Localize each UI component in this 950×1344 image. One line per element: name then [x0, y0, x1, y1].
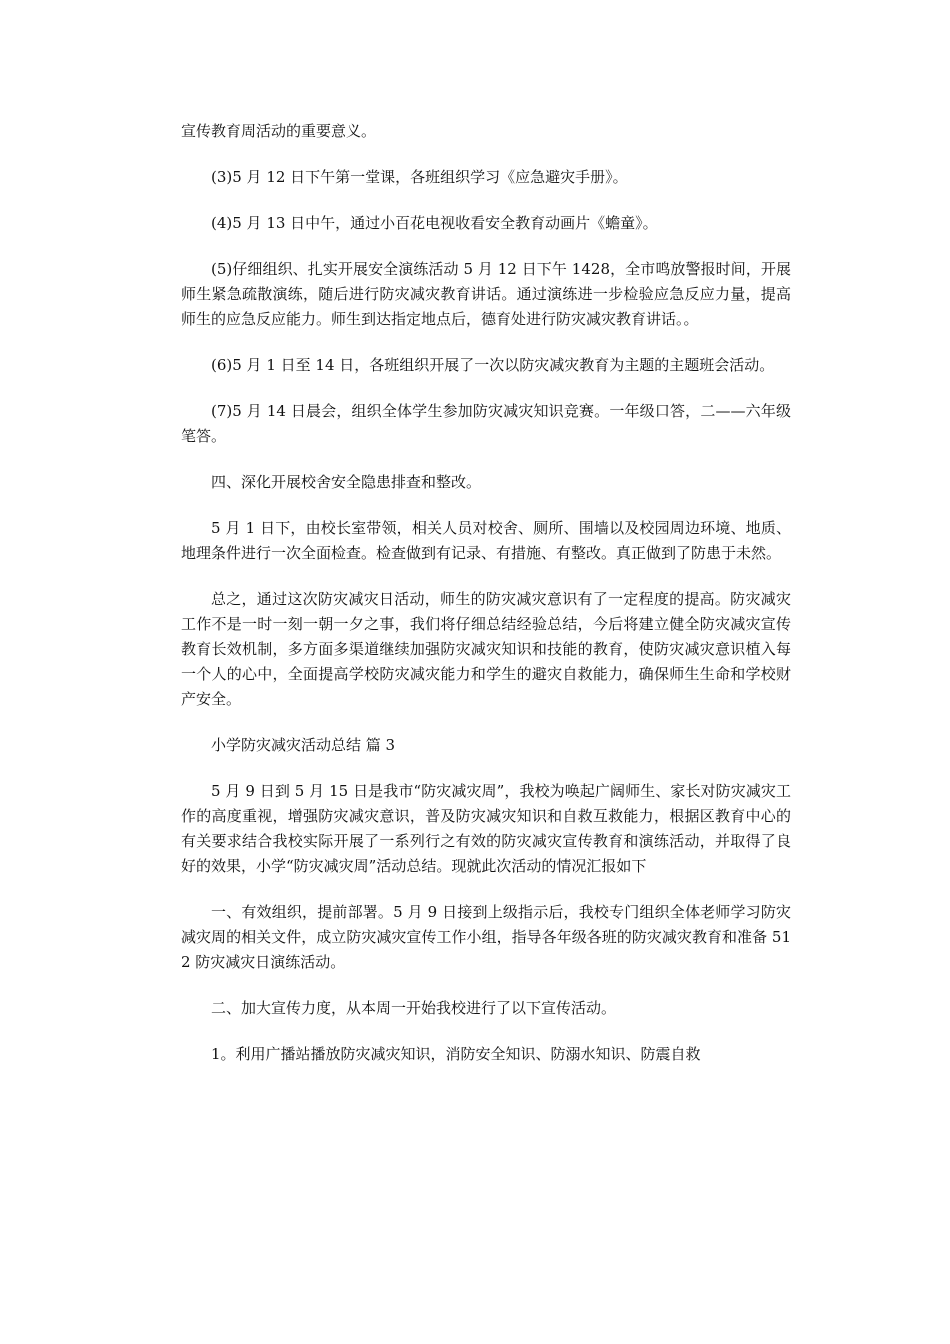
paragraph-inspection: 5 月 1 日下，由校长室带领，相关人员对校舍、厕所、围墙以及校园周边环境、地质、地理条件进行一次全面检查。检查做到有记录、有措施、有整改。真正做到了防患于未然。 [181, 519, 791, 562]
paragraph-continuation: 宣传教育周活动的重要意义。 [181, 122, 377, 140]
section-heading-4: 四、深化开展校舍安全隐患排查和整改。 [211, 473, 482, 491]
paragraph-organization: 一、有效组织，提前部署。5 月 9 日接到上级指示后，我校专门组织全体老师学习防灾减灾周的相关文件，成立防灾减灾宣传工作小组，指导各年级各班的防灾减灾教育和准备 512 防灾减灾日演练活动。 [181, 903, 791, 971]
document-body [181, 119, 791, 1088]
paragraph-broadcast: 1。利用广播站播放防灾减灾知识，消防安全知识、防溺水知识、防震自救 [211, 1045, 701, 1063]
paragraph-conclusion: 总之，通过这次防灾减灾日活动，师生的防灾减灾意识有了一定程度的提高。防灾减灾工作不是一时一刻一朝一夕之事，我们将仔细总结经验总结，今后将建立健全防灾减灾宣传教育长效机制，多方面多渠道继续加强防灾减灾知识和技能的教育，使防灾减灾意识植入每一个人的心中，全面提高学校防灾减灾能力和学生的避灾自救能力，确保师生生命和学校财产安全。 [181, 590, 791, 708]
paragraph-item-5: (5)仔细组织、扎实开展安全演练活动 5 月 12 日下午 1428，全市鸣放警报时间，开展师生紧急疏散演练，随后进行防灾减灾教育讲话。通过演练进一步检验应急反应力量，提高师生的应急反应能力。师生到达指定地点后，德育处进行防灾减灾教育讲话。。 [181, 260, 791, 328]
article-title: 小学防灾减灾活动总结 篇 3 [211, 736, 396, 754]
paragraph-intro: 5 月 9 日到 5 月 15 日是我市“防灾减灾周”，我校为唤起广阔师生、家长对防灾减灾工作的高度重视，增强防灾减灾意识，普及防灾减灾知识和自救互救能力，根据区教育中心的有关要求结合我校实际开展了一系列行之有效的防灾减灾宣传教育和演练活动，并取得了良好的效果，小学“防灾减灾周”活动总结。现就此次活动的情况汇报如下 [181, 782, 791, 875]
section-heading-2: 二、加大宣传力度，从本周一开始我校进行了以下宣传活动。 [211, 999, 617, 1017]
paragraph-item-4: (4)5 月 13 日中午，通过小百花电视收看安全教育动画片《蟾童》。 [211, 214, 658, 232]
paragraph-item-3: (3)5 月 12 日下午第一堂课，各班组织学习《应急避灾手册》。 [211, 168, 628, 186]
paragraph-item-7: (7)5 月 14 日晨会，组织全体学生参加防灾减灾知识竞赛。一年级口答，二——六年级笔答。 [181, 402, 791, 445]
paragraph-item-6: (6)5 月 1 日至 14 日，各班组织开展了一次以防灾减灾教育为主题的主题班会活动。 [211, 356, 775, 374]
